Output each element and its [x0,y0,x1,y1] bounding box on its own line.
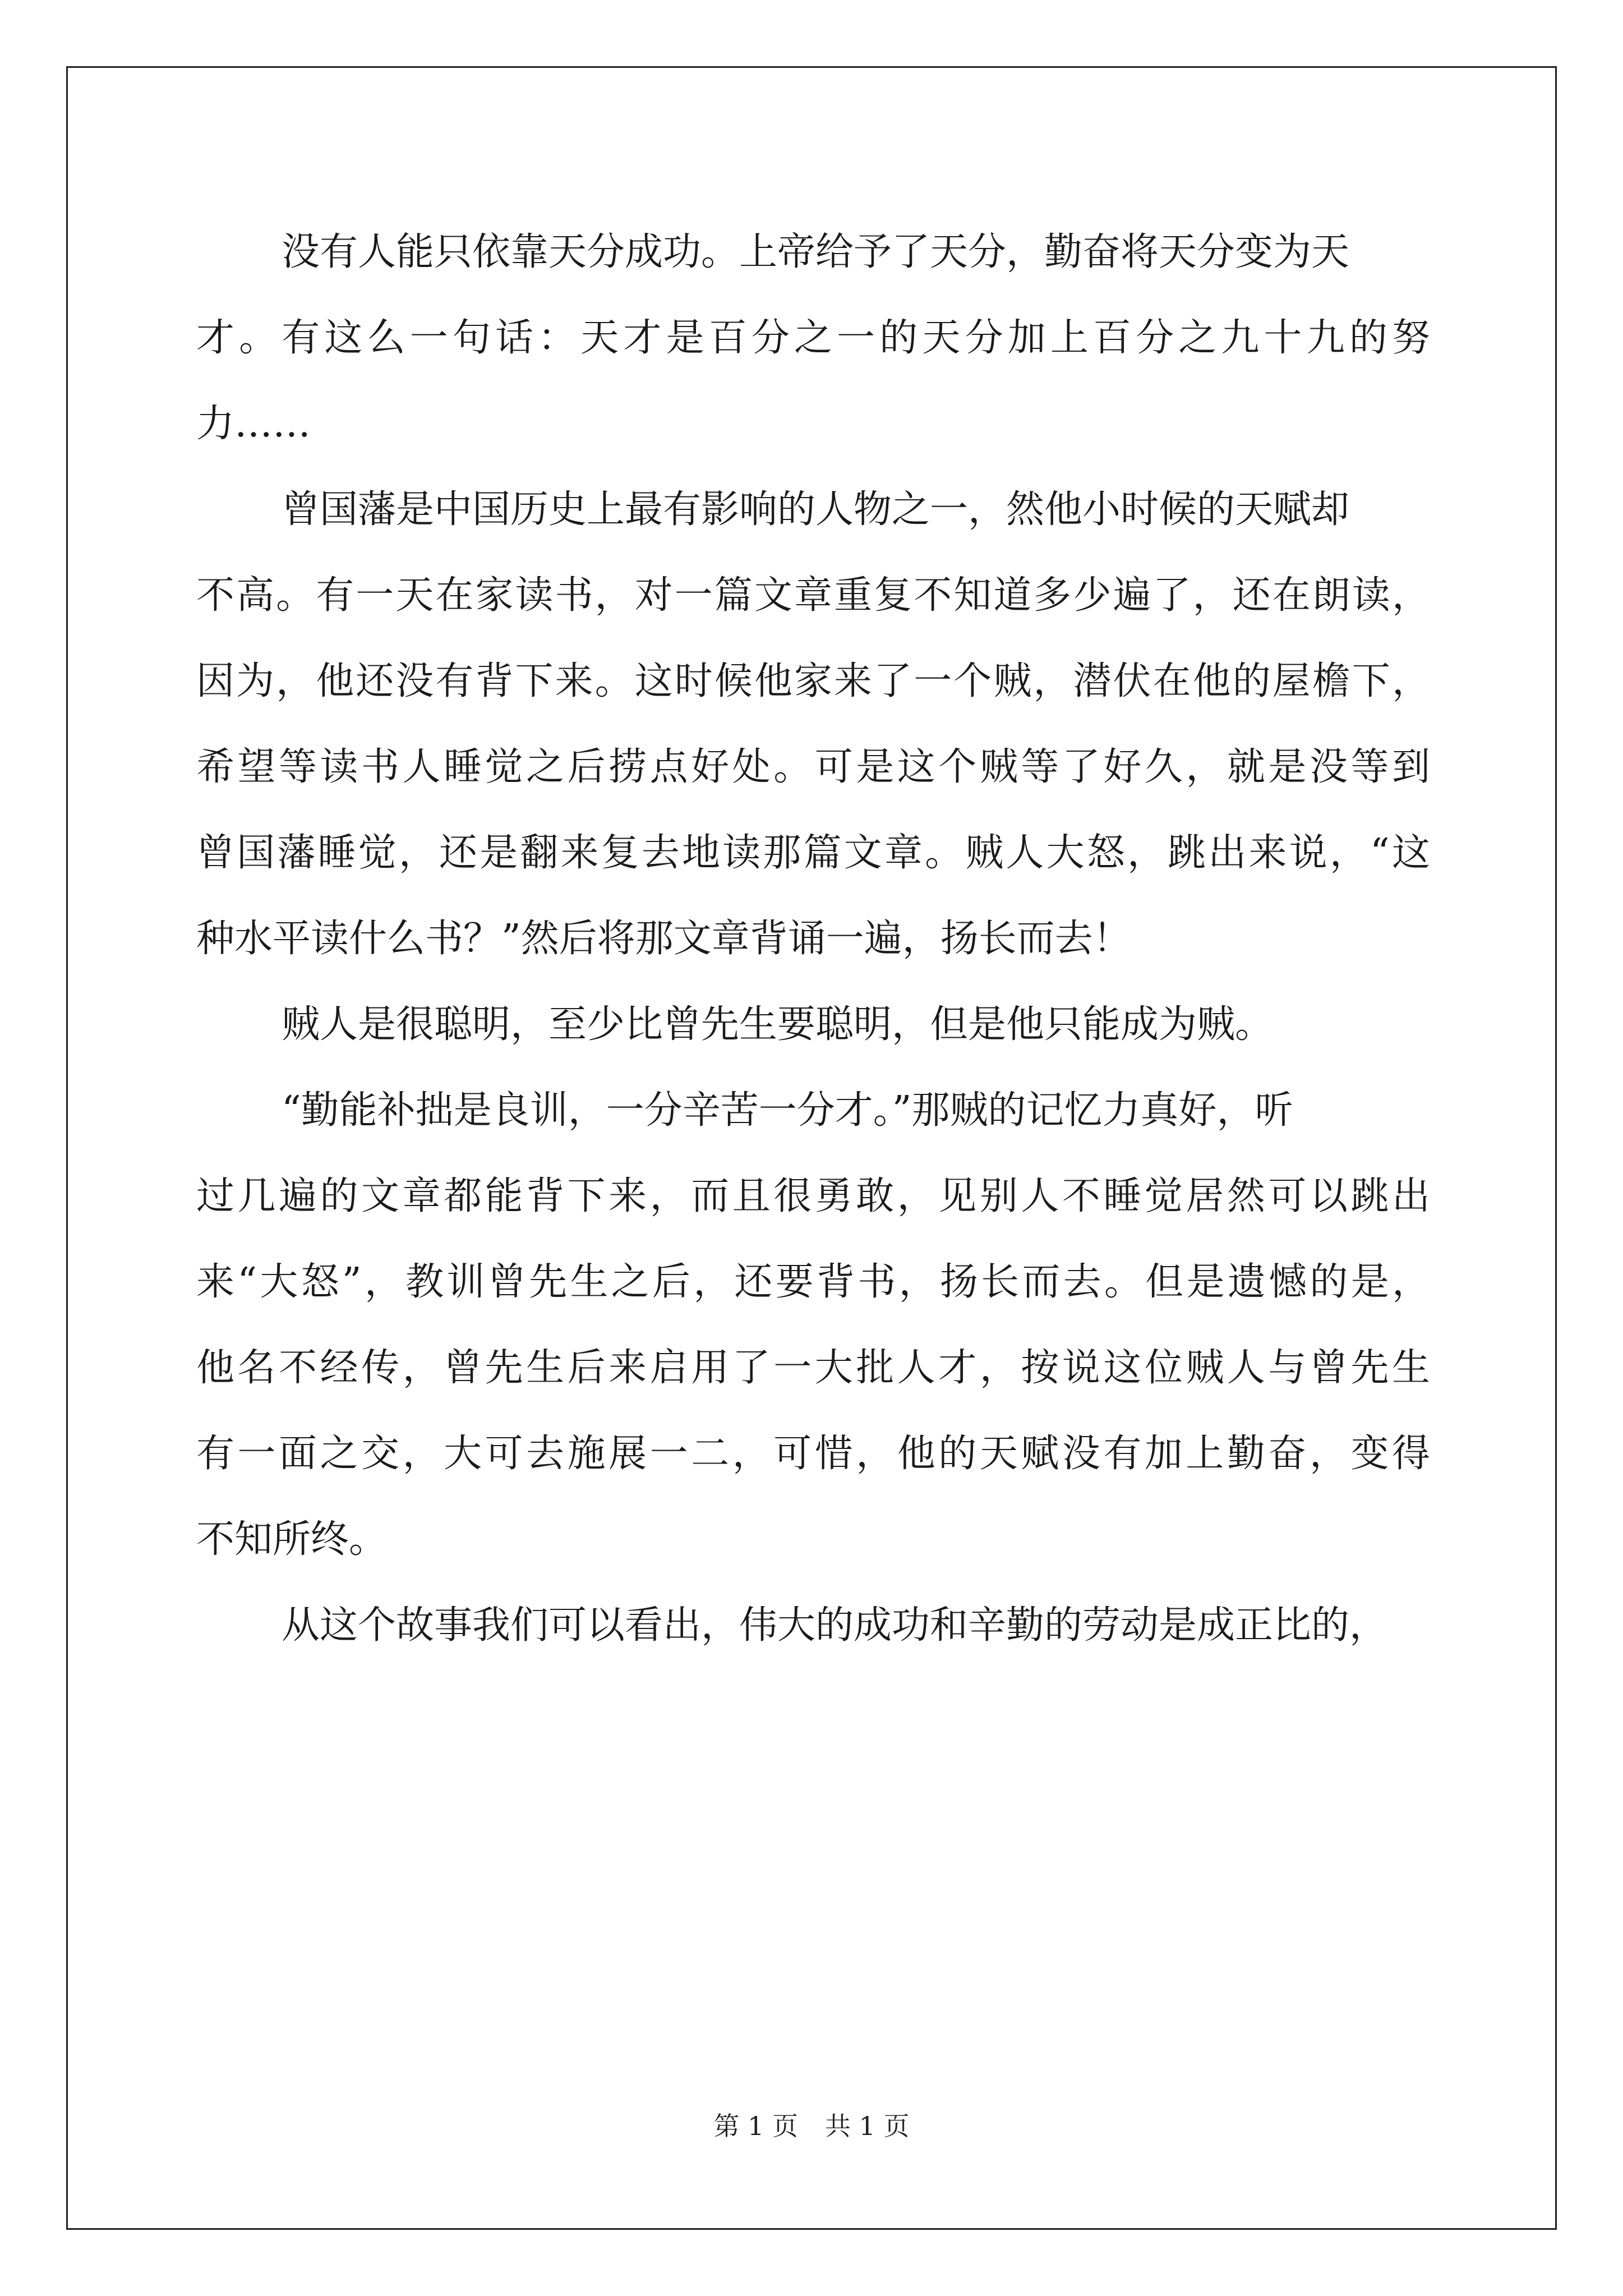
paragraph-4-line-2: 过几遍的文章都能背下来，而且很勇敢，见别人不睡觉居然可以跳出 [196,1174,1430,1218]
paragraph-2-line-3: 因为，他还没有背下来。这时候他家来了一个贼，潜伏在他的屋檐下， [196,659,1430,703]
paragraph-4-line-6: 不知所终。 [196,1517,388,1562]
paragraph-5-line-1: 从这个故事我们可以看出，伟大的成功和辛勤的劳动是成正比的， [282,1603,1388,1648]
paragraph-2-line-2: 不高。有一天在家读书，对一篇文章重复不知道多少遍了，还在朗读， [196,573,1430,618]
paragraph-1-line-2: 才。有这么一句话：天才是百分之一的天分加上百分之九十九的努 [196,316,1430,360]
paragraph-4-line-4: 他名不经传，曾先生后来启用了一大批人才，按说这位贼人与曾先生 [196,1346,1430,1390]
paragraph-1-line-1: 没有人能只依靠天分成功。上帝给予了天分，勤奋将天分变为天 [282,230,1350,274]
paragraph-4-line-1: “勤能补拙是良训，一分辛苦一分才。”那贼的记忆力真好，听 [282,1088,1293,1133]
paragraph-2-line-6: 种水平读什么书？”然后将那文章背诵一遍，扬长而去！ [196,917,1131,961]
paragraph-3-line-1: 贼人是很聪明，至少比曾先生要聪明，但是他只能成为贼。 [282,1002,1274,1047]
paragraph-2-line-4: 希望等读书人睡觉之后捞点好处。可是这个贼等了好久，就是没等到 [196,745,1430,789]
paragraph-2-line-5: 曾国藩睡觉，还是翻来复去地读那篇文章。贼人大怒，跳出来说，“这 [196,831,1430,875]
paragraph-4-line-3: 来“大怒”，教训曾先生之后，还要背书，扬长而去。但是遗憾的是， [196,1260,1430,1304]
paragraph-4-line-5: 有一面之交，大可去施展一二，可惜，他的天赋没有加上勤奋，变得 [196,1432,1430,1476]
page-footer [0,2109,1623,2143]
paragraph-2-line-1: 曾国藩是中国历史上最有影响的人物之一，然他小时候的天赋却 [282,487,1350,532]
paragraph-1-line-3: 力…… [196,402,311,446]
document-body [196,209,1430,1668]
page-number: 第 1 页 [713,2111,798,2141]
page-total: 共 1 页 [825,2111,910,2141]
